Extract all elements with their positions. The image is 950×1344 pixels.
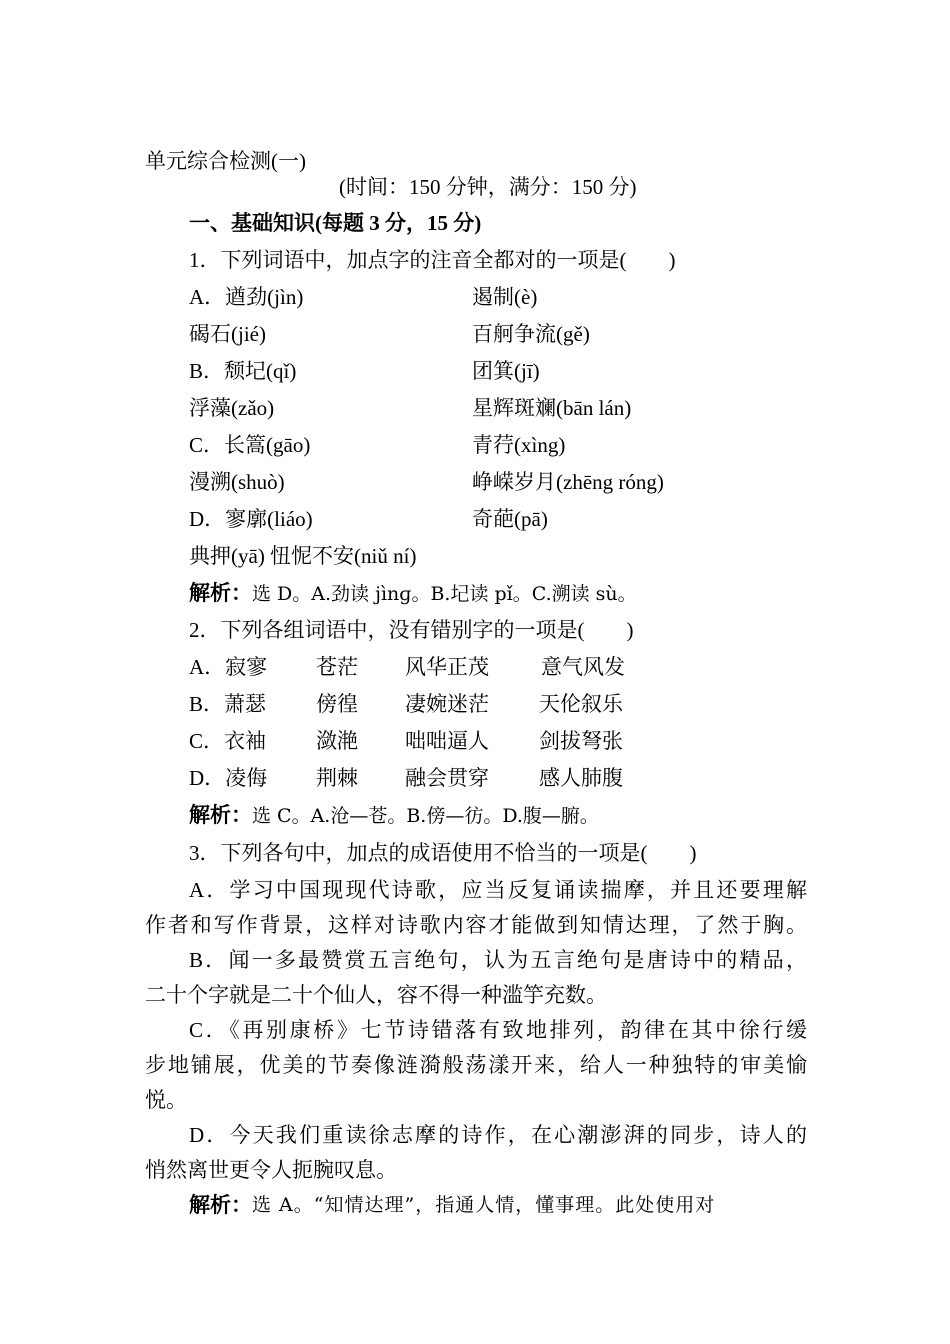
q3-option-a-line: A．学习中国现现代诗歌，应当反复诵读揣摩，并且还要理解 <box>189 878 807 902</box>
analysis-text: 选 D。A.劲读 jìnɡ。B.圮读 pǐ。C.溯读 sù。 <box>252 583 637 605</box>
q1-stem: 1．下列词语中，加点字的注音全都对的一项是( ) <box>189 248 676 272</box>
q3-stem: 3．下列各句中，加点的成语使用不恰当的一项是( ) <box>189 841 697 865</box>
analysis-text: 选 C。A.沧—苍。B.傍—彷。D.腹—腑。 <box>252 805 599 827</box>
q1-cell: 奇葩(pā) <box>472 507 548 531</box>
q1-cell: 浮藻(zǎo) <box>189 396 275 420</box>
doc-title: 单元综合检测(一) <box>145 149 306 173</box>
q1-cell: C．长篙(gāo) <box>189 433 311 457</box>
q2-word: 潋滟 <box>316 729 358 753</box>
q1-row <box>189 282 538 312</box>
q1-cell: D．寥廓(liáo) <box>189 507 313 531</box>
q2-word: 凄婉迷茫 <box>405 692 489 716</box>
q2-word: 风华正茂 <box>405 655 489 679</box>
q1-cell: 团箕(jī) <box>472 359 540 383</box>
section-heading: 一、基础知识(每题 3 分，15 分) <box>189 211 482 235</box>
q1-row: 典押(yā) 忸怩不安(niǔ ní) <box>189 544 417 568</box>
analysis-label: 解析： <box>189 581 252 605</box>
q2-word: 咄咄逼人 <box>405 729 489 753</box>
q1-row <box>189 356 540 386</box>
q3-option-b-line: 二十个字就是二十个仙人，容不得一种滥竽充数。 <box>145 983 607 1007</box>
q2-stem: 2．下列各组词语中，没有错别字的一项是( ) <box>189 618 634 642</box>
q2-analysis <box>189 800 599 831</box>
q2-word: 天伦叙乐 <box>539 692 623 716</box>
q1-cell: 百舸争流(gě) <box>472 322 590 346</box>
q2-word: 感人肺腹 <box>539 766 623 790</box>
q1-cell: 青荇(xìng) <box>472 433 566 457</box>
q1-row <box>189 393 632 423</box>
analysis-text: 选 A。“知情达理”，指通人情，懂事理。此处使用对 <box>252 1194 716 1216</box>
q2-word: 荆棘 <box>316 766 358 790</box>
q1-row <box>189 467 664 497</box>
exam-meta: (时间：150 分钟，满分：150 分) <box>339 175 637 199</box>
q3-option-c-line: 步地铺展，优美的节奏像涟漪般荡漾开来，给人一种独特的审美愉 <box>145 1053 807 1077</box>
q2-option <box>189 763 623 793</box>
q2-word: 融会贯穿 <box>405 766 489 790</box>
q2-word: D．凌侮 <box>189 766 268 790</box>
q2-word: A．寂寥 <box>189 655 268 679</box>
q1-cell: 遏制(è) <box>472 285 538 309</box>
q1-cell: 碣石(jié) <box>189 322 266 346</box>
q1-analysis <box>189 578 637 609</box>
q2-word: B．萧瑟 <box>189 692 267 716</box>
q2-option <box>189 726 623 756</box>
q2-option <box>189 689 623 719</box>
q2-option <box>189 652 625 682</box>
q1-cell: B．颓圮(qǐ) <box>189 359 297 383</box>
q1-row <box>189 504 548 534</box>
q1-cell: 峥嵘岁月(zhēng róng) <box>472 470 664 494</box>
q3-option-b-line: B．闻一多最赞赏五言绝句，认为五言绝句是唐诗中的精品， <box>189 948 807 972</box>
q2-word: C．衣袖 <box>189 729 267 753</box>
q3-option-c-line: C．《再别康桥》七节诗错落有致地排列，韵律在其中徐行缓 <box>189 1018 807 1042</box>
q1-row <box>189 319 590 349</box>
q1-cell: 漫溯(shuò) <box>189 470 285 494</box>
analysis-label: 解析： <box>189 1193 252 1217</box>
q2-word: 傍徨 <box>316 692 358 716</box>
q2-word: 剑拔弩张 <box>539 729 623 753</box>
q2-word: 苍茫 <box>316 655 358 679</box>
q3-option-d-line: D．今天我们重读徐志摩的诗作，在心潮澎湃的同步，诗人的 <box>189 1123 807 1147</box>
q3-option-a-line: 作者和写作背景，这样对诗歌内容才能做到知情达理，了然于胸。 <box>145 913 807 937</box>
q2-word: 意气风发 <box>541 655 625 679</box>
q1-cell: A．遒劲(jìn) <box>189 285 304 309</box>
q1-cell: 星辉斑斓(bān lán) <box>472 396 632 420</box>
q3-option-c-line: 悦。 <box>145 1088 187 1112</box>
analysis-label: 解析： <box>189 803 252 827</box>
q3-analysis <box>189 1190 807 1220</box>
q1-row <box>189 430 566 460</box>
q3-option-d-line: 悄然离世更令人扼腕叹息。 <box>145 1158 397 1182</box>
